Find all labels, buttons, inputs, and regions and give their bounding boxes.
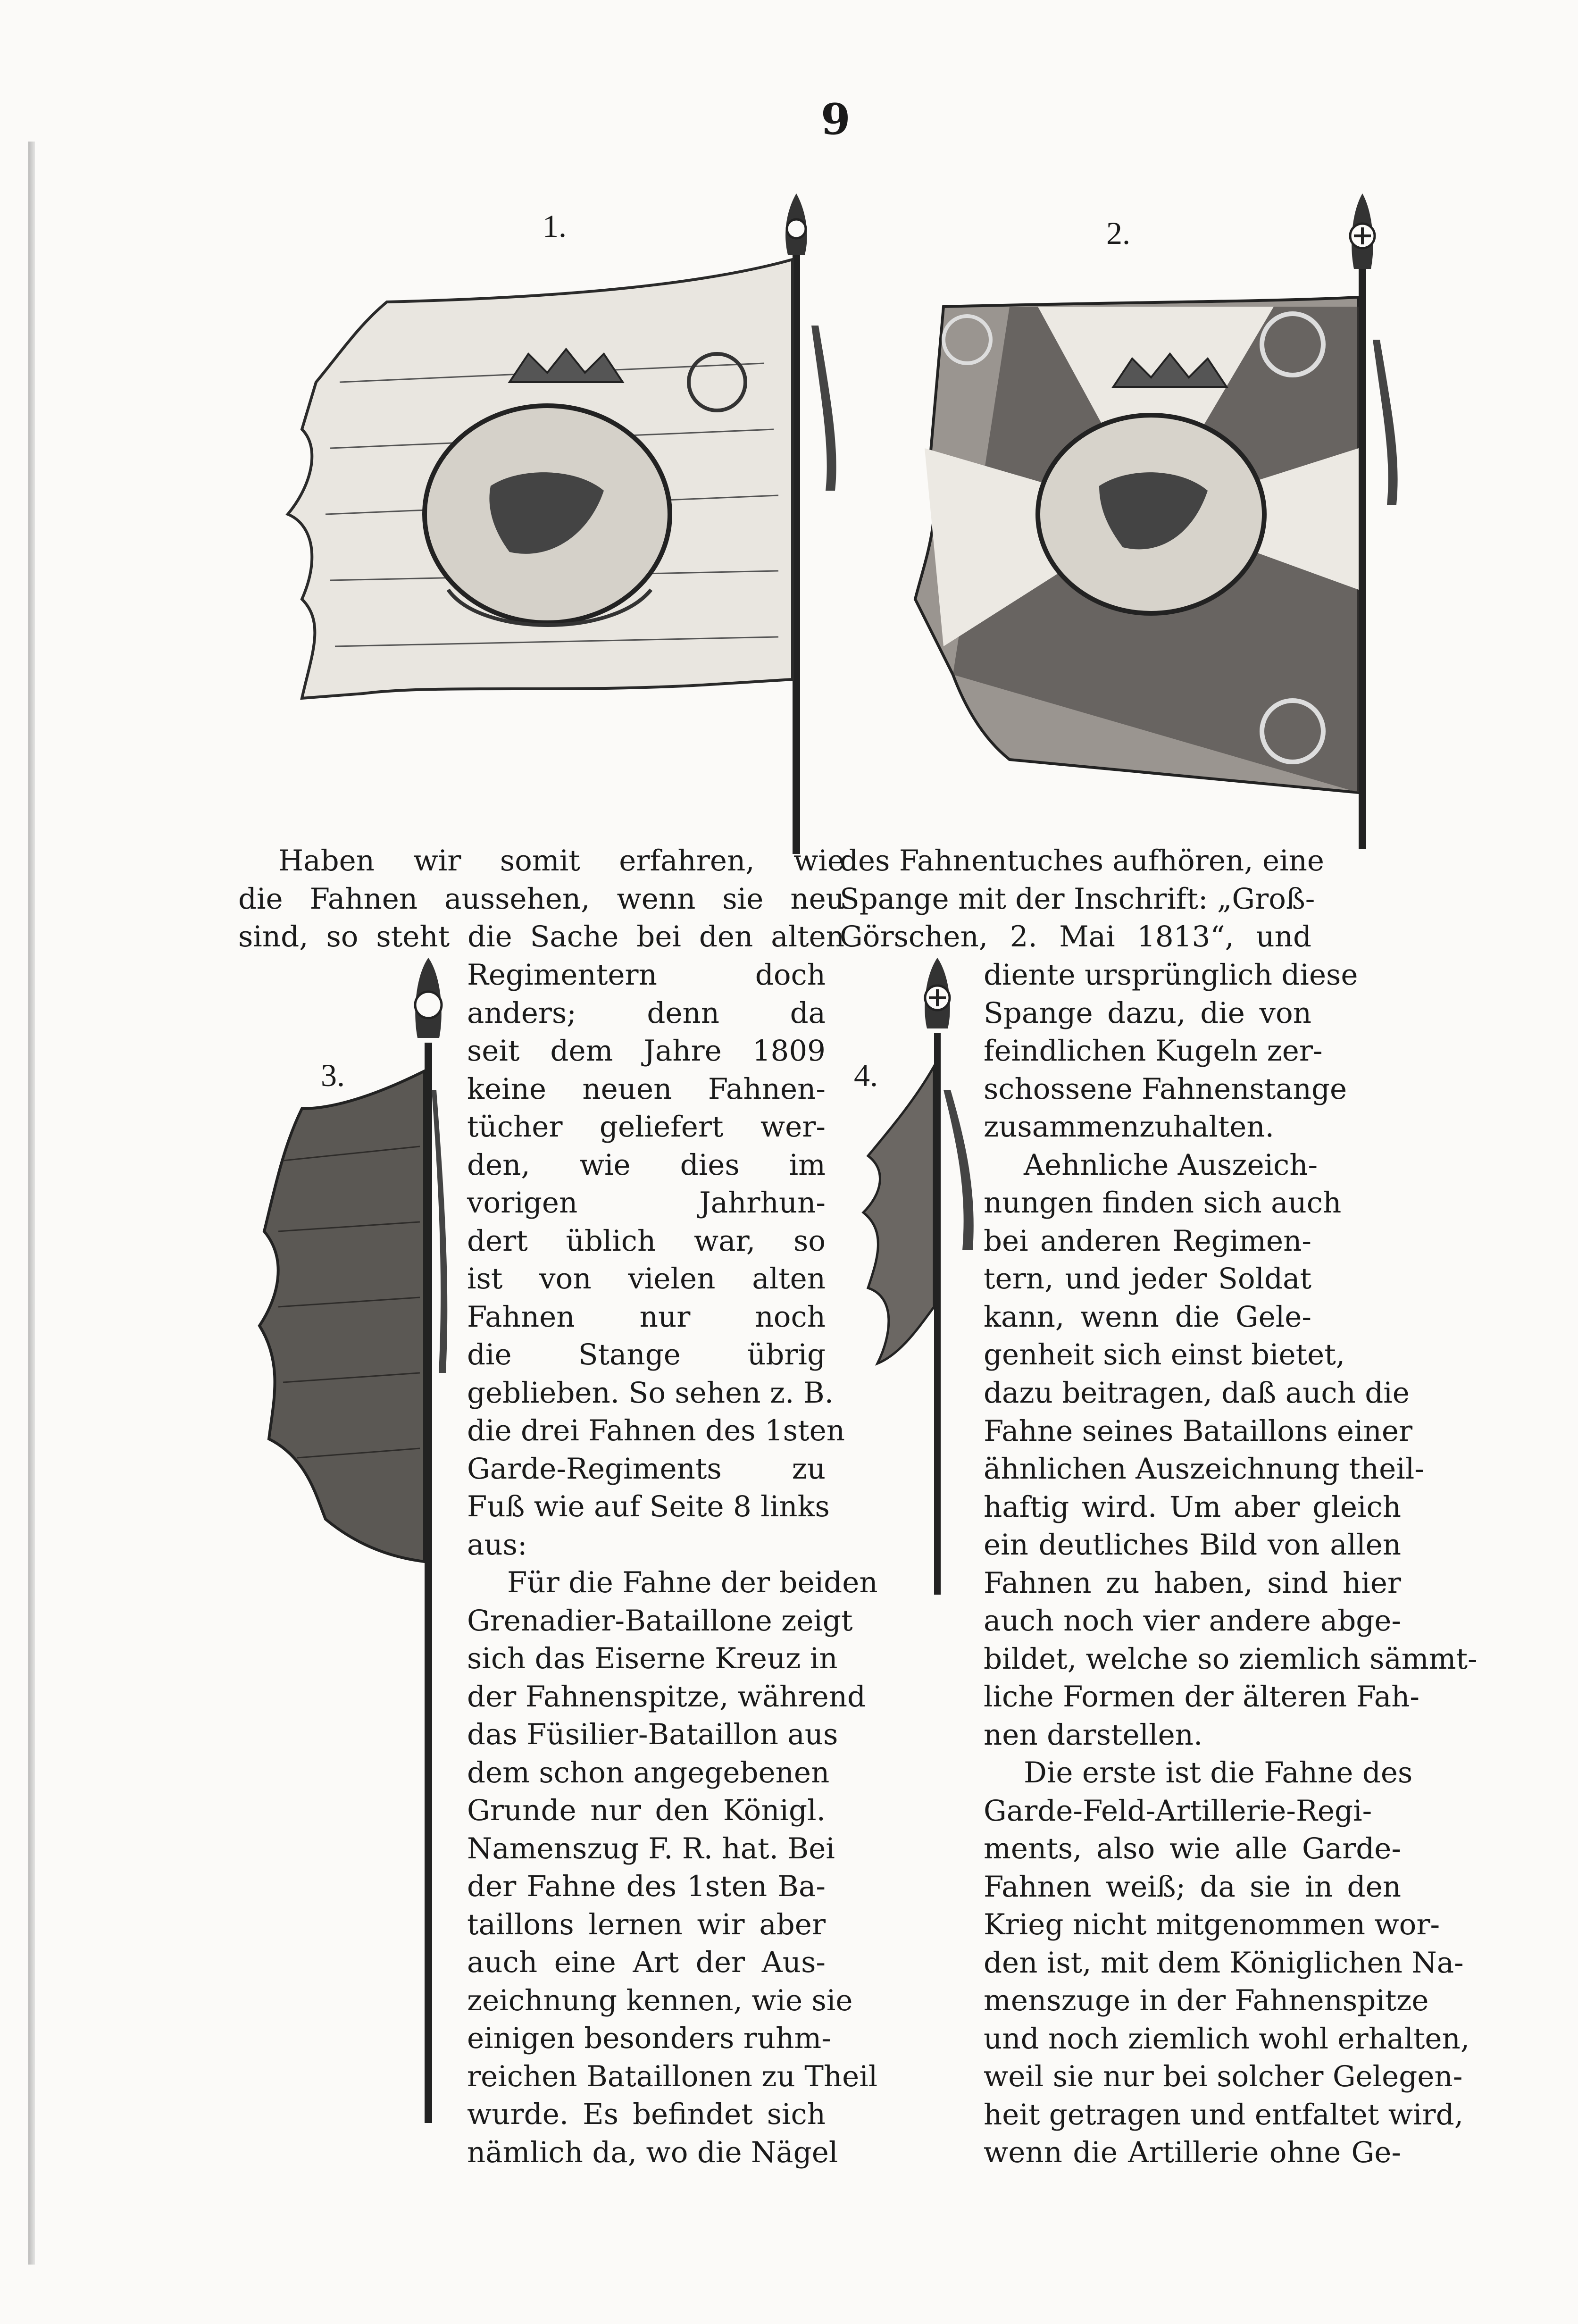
binding-edge — [28, 142, 35, 2265]
text-line: den ist, mit dem Königlichen Na- — [984, 1946, 1464, 1980]
flag-3-illustration — [245, 948, 462, 2128]
text-line: die drei Fahnen des 1sten — [467, 1414, 845, 1447]
text-line: keine neuen Fahnen- — [467, 1072, 826, 1106]
text-line: auch eine Art der Aus- — [467, 1946, 826, 1979]
text-line: tern, und jeder Soldat — [984, 1262, 1311, 1296]
text-line: diente ursprünglich diese — [984, 958, 1358, 992]
flag-1-tassel — [811, 326, 836, 491]
text-line: menszuge in der Fahnenspitze — [984, 1984, 1429, 2017]
figure-2-label: 2. — [1106, 215, 1130, 251]
flag-3-cloth — [259, 1071, 425, 1562]
text-line: Krieg nicht mitgenommen wor- — [984, 1908, 1440, 1941]
text-line: auch noch vier andere abge- — [984, 1604, 1401, 1638]
text-line: tücher geliefert wer- — [467, 1110, 826, 1144]
text-line: schossene Fahnenstange — [984, 1072, 1347, 1106]
text-line: dem schon angegebenen — [467, 1756, 830, 1789]
text-line: anders; denn da — [467, 996, 826, 1030]
text-line: taillons lernen wir aber — [467, 1907, 826, 1941]
text-line: vorigen Jahrhun- — [467, 1186, 826, 1220]
text-line: weil sie nur bei solcher Gelegen- — [984, 2060, 1463, 2093]
text-line: reichen Bataillonen zu Theil — [467, 2059, 878, 2093]
text-line: bildet, welche so ziemlich sämmt- — [984, 1642, 1478, 1676]
text-line: Spange mit der Inschrift: „Groß- — [840, 882, 1315, 916]
text-upper-left — [238, 842, 844, 956]
text-line: sind, so steht die Sache bei den alten — [238, 920, 844, 953]
text-line: Fahnen weiß; da sie in den — [984, 1870, 1401, 1904]
text-line: dazu beitragen, daß auch die — [984, 1376, 1410, 1410]
text-line: haftig wird. Um aber gleich — [984, 1490, 1401, 1524]
text-middle-right-narrow — [984, 956, 1358, 1374]
text-line: ist von vielen alten — [467, 1262, 826, 1296]
flag-1-illustration — [245, 184, 859, 854]
text-line: geblieben. So sehen z. B. — [467, 1376, 834, 1410]
text-middle-left-narrow — [467, 956, 878, 2172]
text-line: Fahnen nur noch — [467, 1300, 826, 1334]
text-line: ähnlichen Auszeichnung theil- — [984, 1452, 1424, 1486]
text-line: des Fahnentuches aufhören, eine — [840, 844, 1324, 878]
text-lower-right — [984, 1374, 1478, 2172]
text-line: wurde. Es befindet sich — [467, 2098, 826, 2131]
page-number: 9 — [821, 94, 851, 144]
text-line: das Füsilier-Bataillon aus — [467, 1718, 838, 1751]
figure-3-label: 3. — [321, 1057, 345, 1093]
text-line: Garde-Feld-Artillerie-Regi- — [984, 1794, 1372, 1828]
text-line: Fahnen zu haben, sind hier — [984, 1566, 1401, 1600]
text-line: der Fahne des 1sten Ba- — [467, 1870, 826, 1903]
text-line: einigen besonders ruhm- — [467, 2022, 831, 2055]
text-line: und noch ziemlich wohl erhalten, — [984, 2022, 1470, 2056]
text-line: der Fahnenspitze, während — [467, 1680, 866, 1714]
text-line: nungen finden sich auch — [984, 1186, 1342, 1220]
flag-3-tassel — [432, 1090, 447, 1373]
text-line: Garde-Regiments zu — [467, 1452, 826, 1486]
text-line: seit dem Jahre 1809 — [467, 1034, 826, 1068]
text-line: aus: — [467, 1528, 527, 1562]
text-line: nen darstellen. — [984, 1718, 1203, 1752]
text-line: liche Formen der älteren Fah- — [984, 1680, 1420, 1714]
text-line: dert üblich war, so — [467, 1224, 826, 1258]
text-line: ein deutliches Bild von allen — [984, 1528, 1401, 1562]
text-line: sich das Eiserne Kreuz in — [467, 1642, 838, 1675]
text-line: Grenadier-Bataillone zeigt — [467, 1604, 853, 1638]
flag-4-illustration — [849, 948, 1000, 1609]
figure-1-label: 1. — [543, 208, 567, 244]
text-line: kann, wenn die Gele- — [984, 1300, 1311, 1334]
text-line: Görschen, 2. Mai 1813“, und — [840, 920, 1311, 953]
flag-4-tassel — [943, 1090, 974, 1250]
text-line: ments, also wie alle Garde- — [984, 1832, 1401, 1865]
text-line: genheit sich einst bietet, — [984, 1338, 1345, 1371]
text-upper-right — [840, 842, 1324, 956]
text-line: Spange dazu, die von — [984, 996, 1311, 1030]
text-line: Aehnliche Auszeich- — [1024, 1148, 1318, 1182]
flag-2-illustration — [887, 184, 1420, 859]
text-line: feindlichen Kugeln zer- — [984, 1034, 1323, 1068]
text-line: Namenszug F. R. hat. Bei — [467, 1831, 835, 1865]
text-line: zeichnung kennen, wie sie — [467, 1983, 853, 2017]
text-line: Regimentern doch — [467, 958, 826, 992]
text-line: heit getragen und entfaltet wird, — [984, 2098, 1464, 2132]
text-line: zusammenzuhalten. — [984, 1110, 1275, 1144]
text-line: Fahne seines Bataillons einer — [984, 1414, 1413, 1448]
text-line: Die erste ist die Fahne des — [1024, 1756, 1413, 1789]
figure-4-label: 4. — [854, 1057, 878, 1093]
text-line: bei anderen Regimen- — [984, 1224, 1311, 1258]
text-line: Grunde nur den Königl. — [467, 1794, 826, 1827]
text-line: die Fahnen aussehen, wenn sie neu — [238, 882, 844, 916]
text-line: wenn die Artillerie ohne Ge- — [984, 2136, 1401, 2169]
text-line: Fuß wie auf Seite 8 links — [467, 1490, 830, 1523]
text-line: Haben wir somit erfahren, wie — [278, 844, 844, 878]
flag-4-cloth-remnant — [863, 1066, 934, 1363]
text-line: nämlich da, wo die Nägel — [467, 2135, 838, 2169]
text-line: Für die Fahne der beiden — [507, 1566, 878, 1599]
text-line: den, wie dies im — [467, 1148, 826, 1182]
text-line: die Stange übrig — [467, 1338, 826, 1371]
flag-2-tassel — [1373, 340, 1398, 505]
